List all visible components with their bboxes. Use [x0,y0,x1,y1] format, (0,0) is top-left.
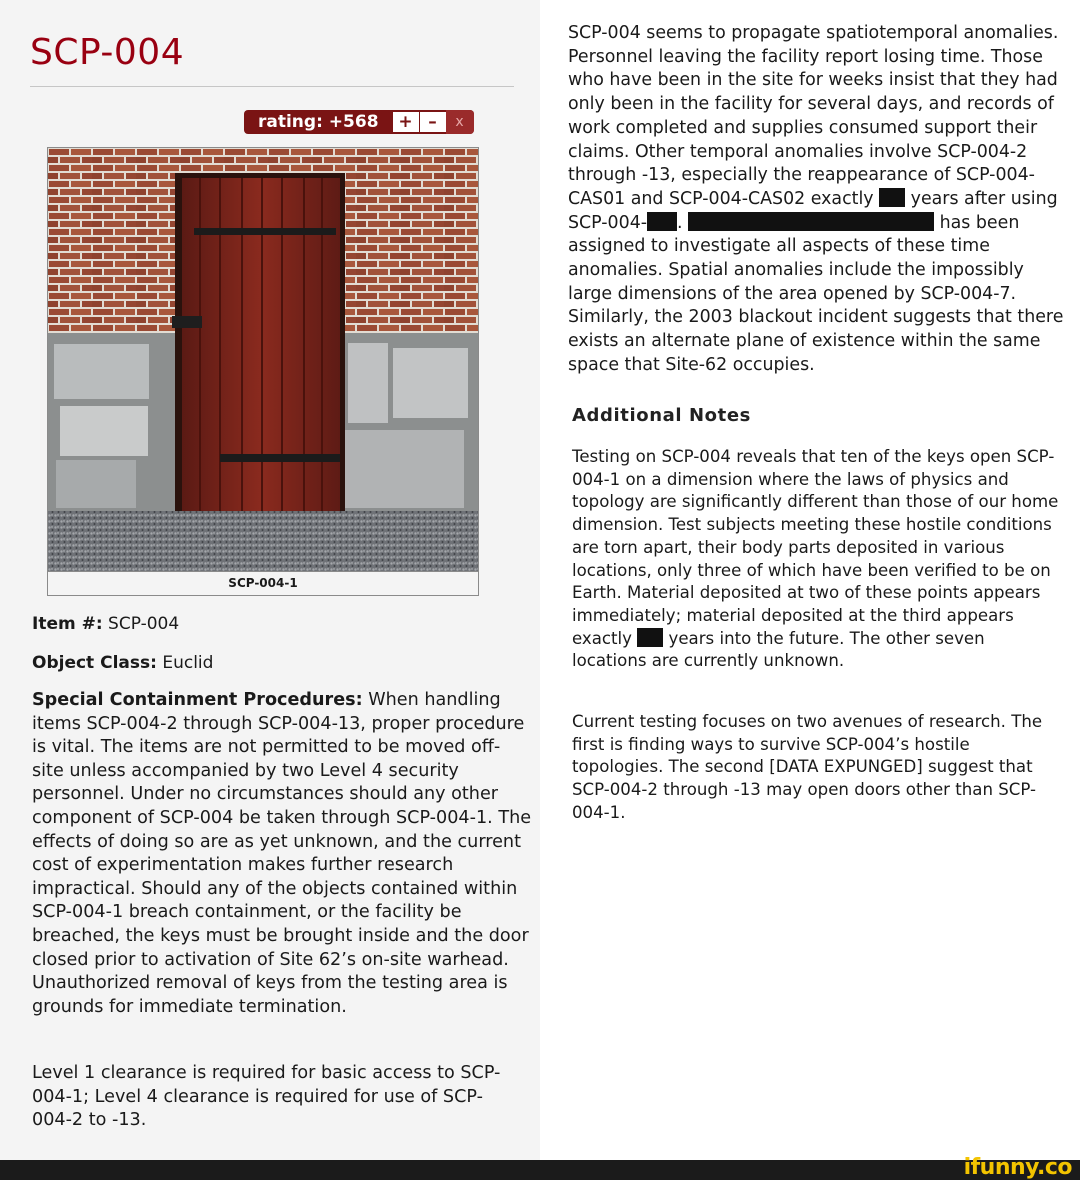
redaction-block [637,628,663,647]
object-class [32,653,213,673]
rate-up-button[interactable]: + [393,112,419,132]
description-paragraph [568,22,1068,378]
redaction-block [879,188,905,207]
footer-bar [0,1155,1080,1180]
object-class-value: Euclid [156,653,214,673]
notes-paragraph-1 [572,446,1062,673]
notes-paragraph-2: Current testing focuses on two avenues of research. The first is finding ways to survive SCP-004’s hostile topologies. The second [DATA EXPUNGED] suggest that SCP-004-2 through -13 may open doors other than SCP-004-1. [572,712,1043,822]
item-number-value: SCP-004 [102,614,180,634]
door-photo [48,148,478,571]
item-number-label: Item #: [32,614,103,634]
watermark-logo: ifunny.co [963,1155,1072,1180]
containment-text: When handling items SCP-004-2 through SCP-004-13, proper procedure is vital. The items are not permitted to be moved off-site unless accompanied by two Level 4 security personnel. Under no circumstances should any other component of SCP-004 be taken through SCP-004-1. The effects of doing so are as yet unknown, and the current cost of experimentation makes further research impractical. Should any of the objects contained within SCP-004-1 breach containment, or the facility be breached, the keys must be brought inside and the door closed prior to activation of Site 62’s on-site warhead. Unauthorized removal of keys from the testing area is grounds for immediate termination. [32,690,532,1017]
redaction-block [647,212,677,231]
object-class-label: Object Class: [32,653,157,673]
description-text-3: . [677,212,683,233]
containment-procedures [32,689,532,1019]
rating-module [244,110,474,134]
title-divider [30,86,514,87]
image-block [47,147,479,596]
description-text-4: has been assigned to investigate all aspects of these time anomalies. Spatial anomalies include the impossibly large dimensions of the area opened by SCP-004-7. Similarly, the 2003 blackout incident suggests that there exists an alternate plane of existence within the same space that Site-62 occupies. [568,212,1064,375]
image-caption: SCP-004-1 [48,571,478,595]
rating-label: rating: +568 [258,112,379,132]
rate-cancel-button[interactable]: x [446,110,474,134]
redaction-block [688,212,934,231]
notes-text-1: Testing on SCP-004 reveals that ten of the keys open SCP-004-1 on a dimension where the laws of physics and topology are significantly different than those of our home dimension. Test subjects meeting these hostile conditions are torn apart, their body parts deposited in various locations, only three of which have been verified to be on Earth. Material deposited at two of these points appears immediately; material deposited at the third appears exactly [572,447,1059,648]
page-title: SCP-004 [30,32,185,73]
clearance-paragraph: Level 1 clearance is required for basic access to SCP-004-1; Level 4 clearance is required for use of SCP-004-2 to -13. [32,1063,501,1131]
description-text-1: SCP-004 seems to propagate spatiotemporal anomalies. Personnel leaving the facility report losing time. Those who have been in the site for weeks insist that they had only been in the facility for several days, and records of work completed and supplies consumed support their claims. Other temporal anomalies involve SCP-004-2 through -13, especially the reappearance of SCP-004-CAS01 and SCP-004-CAS02 exactly [568,23,1059,209]
notes-text-2: years into the future. The other seven locations are currently unknown. [572,628,985,671]
additional-notes-heading: Additional Notes [572,405,751,426]
rate-down-button[interactable]: – [420,112,446,132]
description-text-2: years after using SCP-004- [568,188,1058,233]
containment-label: Special Containment Procedures: [32,690,363,710]
item-number [32,614,179,634]
